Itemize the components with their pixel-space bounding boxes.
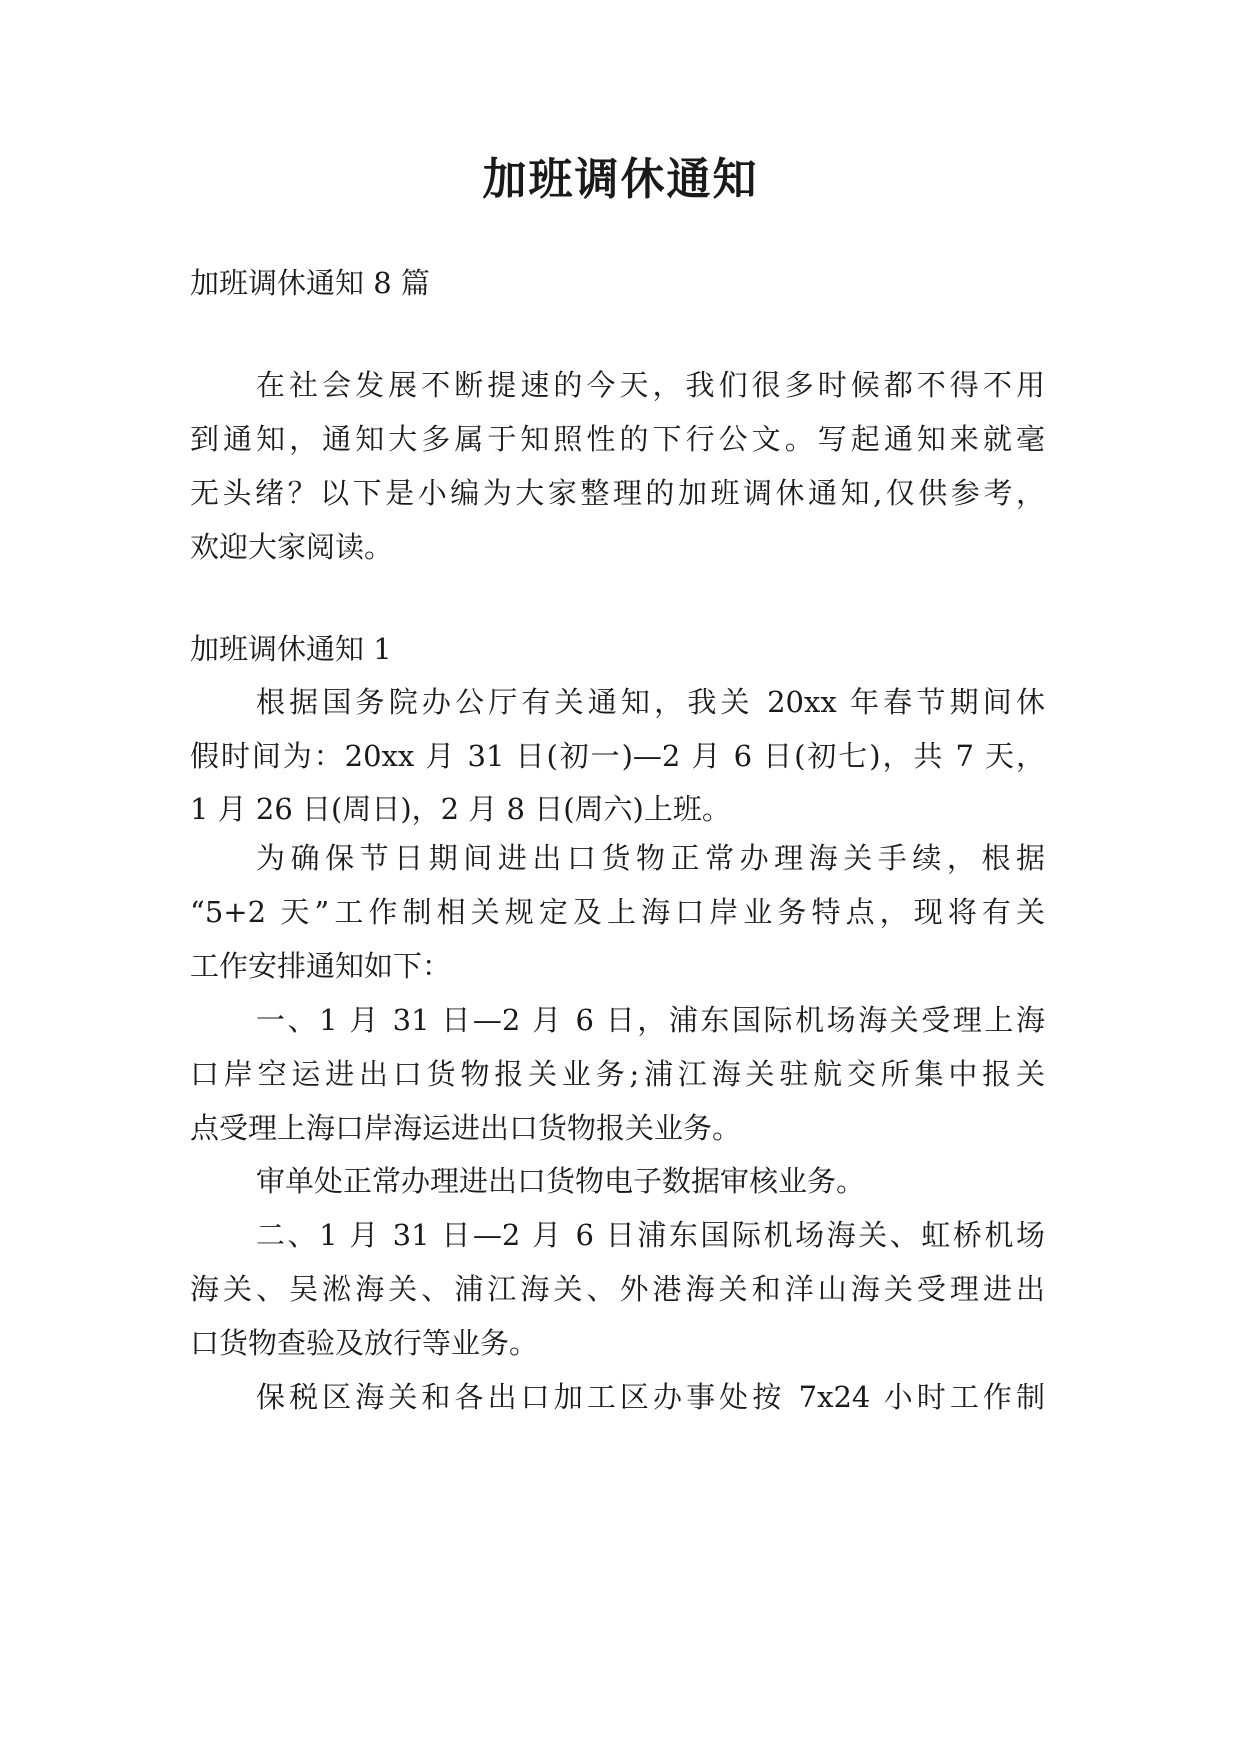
- paragraph-line: “5+2 天”工作制相关规定及上海口岸业务特点，现将有关: [190, 895, 1045, 929]
- paragraph-line: 根据国务院办公厅有关通知，我关 20xx 年春节期间休: [256, 685, 1045, 719]
- intro-line: 到通知，通知大多属于知照性的下行公文。写起通知来就毫: [190, 422, 1045, 456]
- document-subtitle: 加班调休通知 8 篇: [190, 266, 430, 300]
- paragraph-line: 假时间为：20xx 月 31 日(初一)—2 月 6 日(初七)，共 7 天，: [190, 739, 1045, 773]
- intro-line: 无头绪？以下是小编为大家整理的加班调休通知,仅供参考，: [190, 476, 1045, 510]
- paragraph-line: 一、1 月 31 日—2 月 6 日，浦东国际机场海关受理上海: [256, 1003, 1045, 1037]
- paragraph-line: 审单处正常办理进出口货物电子数据审核业务。: [256, 1164, 866, 1198]
- paragraph-line: 1 月 26 日(周日)，2 月 8 日(周六)上班。: [190, 792, 731, 826]
- paragraph-line: 为确保节日期间进出口货物正常办理海关手续，根据: [256, 841, 1045, 875]
- intro-line: 在社会发展不断提速的今天，我们很多时候都不得不用: [256, 368, 1045, 402]
- intro-line: 欢迎大家阅读。: [190, 530, 394, 564]
- paragraph-line: 海关、吴淞海关、浦江海关、外港海关和洋山海关受理进出: [190, 1272, 1045, 1306]
- paragraph-line: 保税区海关和各出口加工区办事处按 7x24 小时工作制: [256, 1380, 1045, 1414]
- paragraph-line: 口岸空运进出口货物报关业务;浦江海关驻航交所集中报关: [190, 1057, 1045, 1091]
- document-title: 加班调休通知: [482, 154, 759, 205]
- paragraph-line: 点受理上海口岸海运进出口货物报关业务。: [190, 1111, 742, 1145]
- paragraph-line: 二、1 月 31 日—2 月 6 日浦东国际机场海关、虹桥机场: [256, 1218, 1045, 1252]
- paragraph-line: 工作安排通知如下：: [190, 949, 452, 983]
- section-heading: 加班调休通知 1: [190, 632, 392, 666]
- paragraph-line: 口货物查验及放行等业务。: [190, 1326, 539, 1360]
